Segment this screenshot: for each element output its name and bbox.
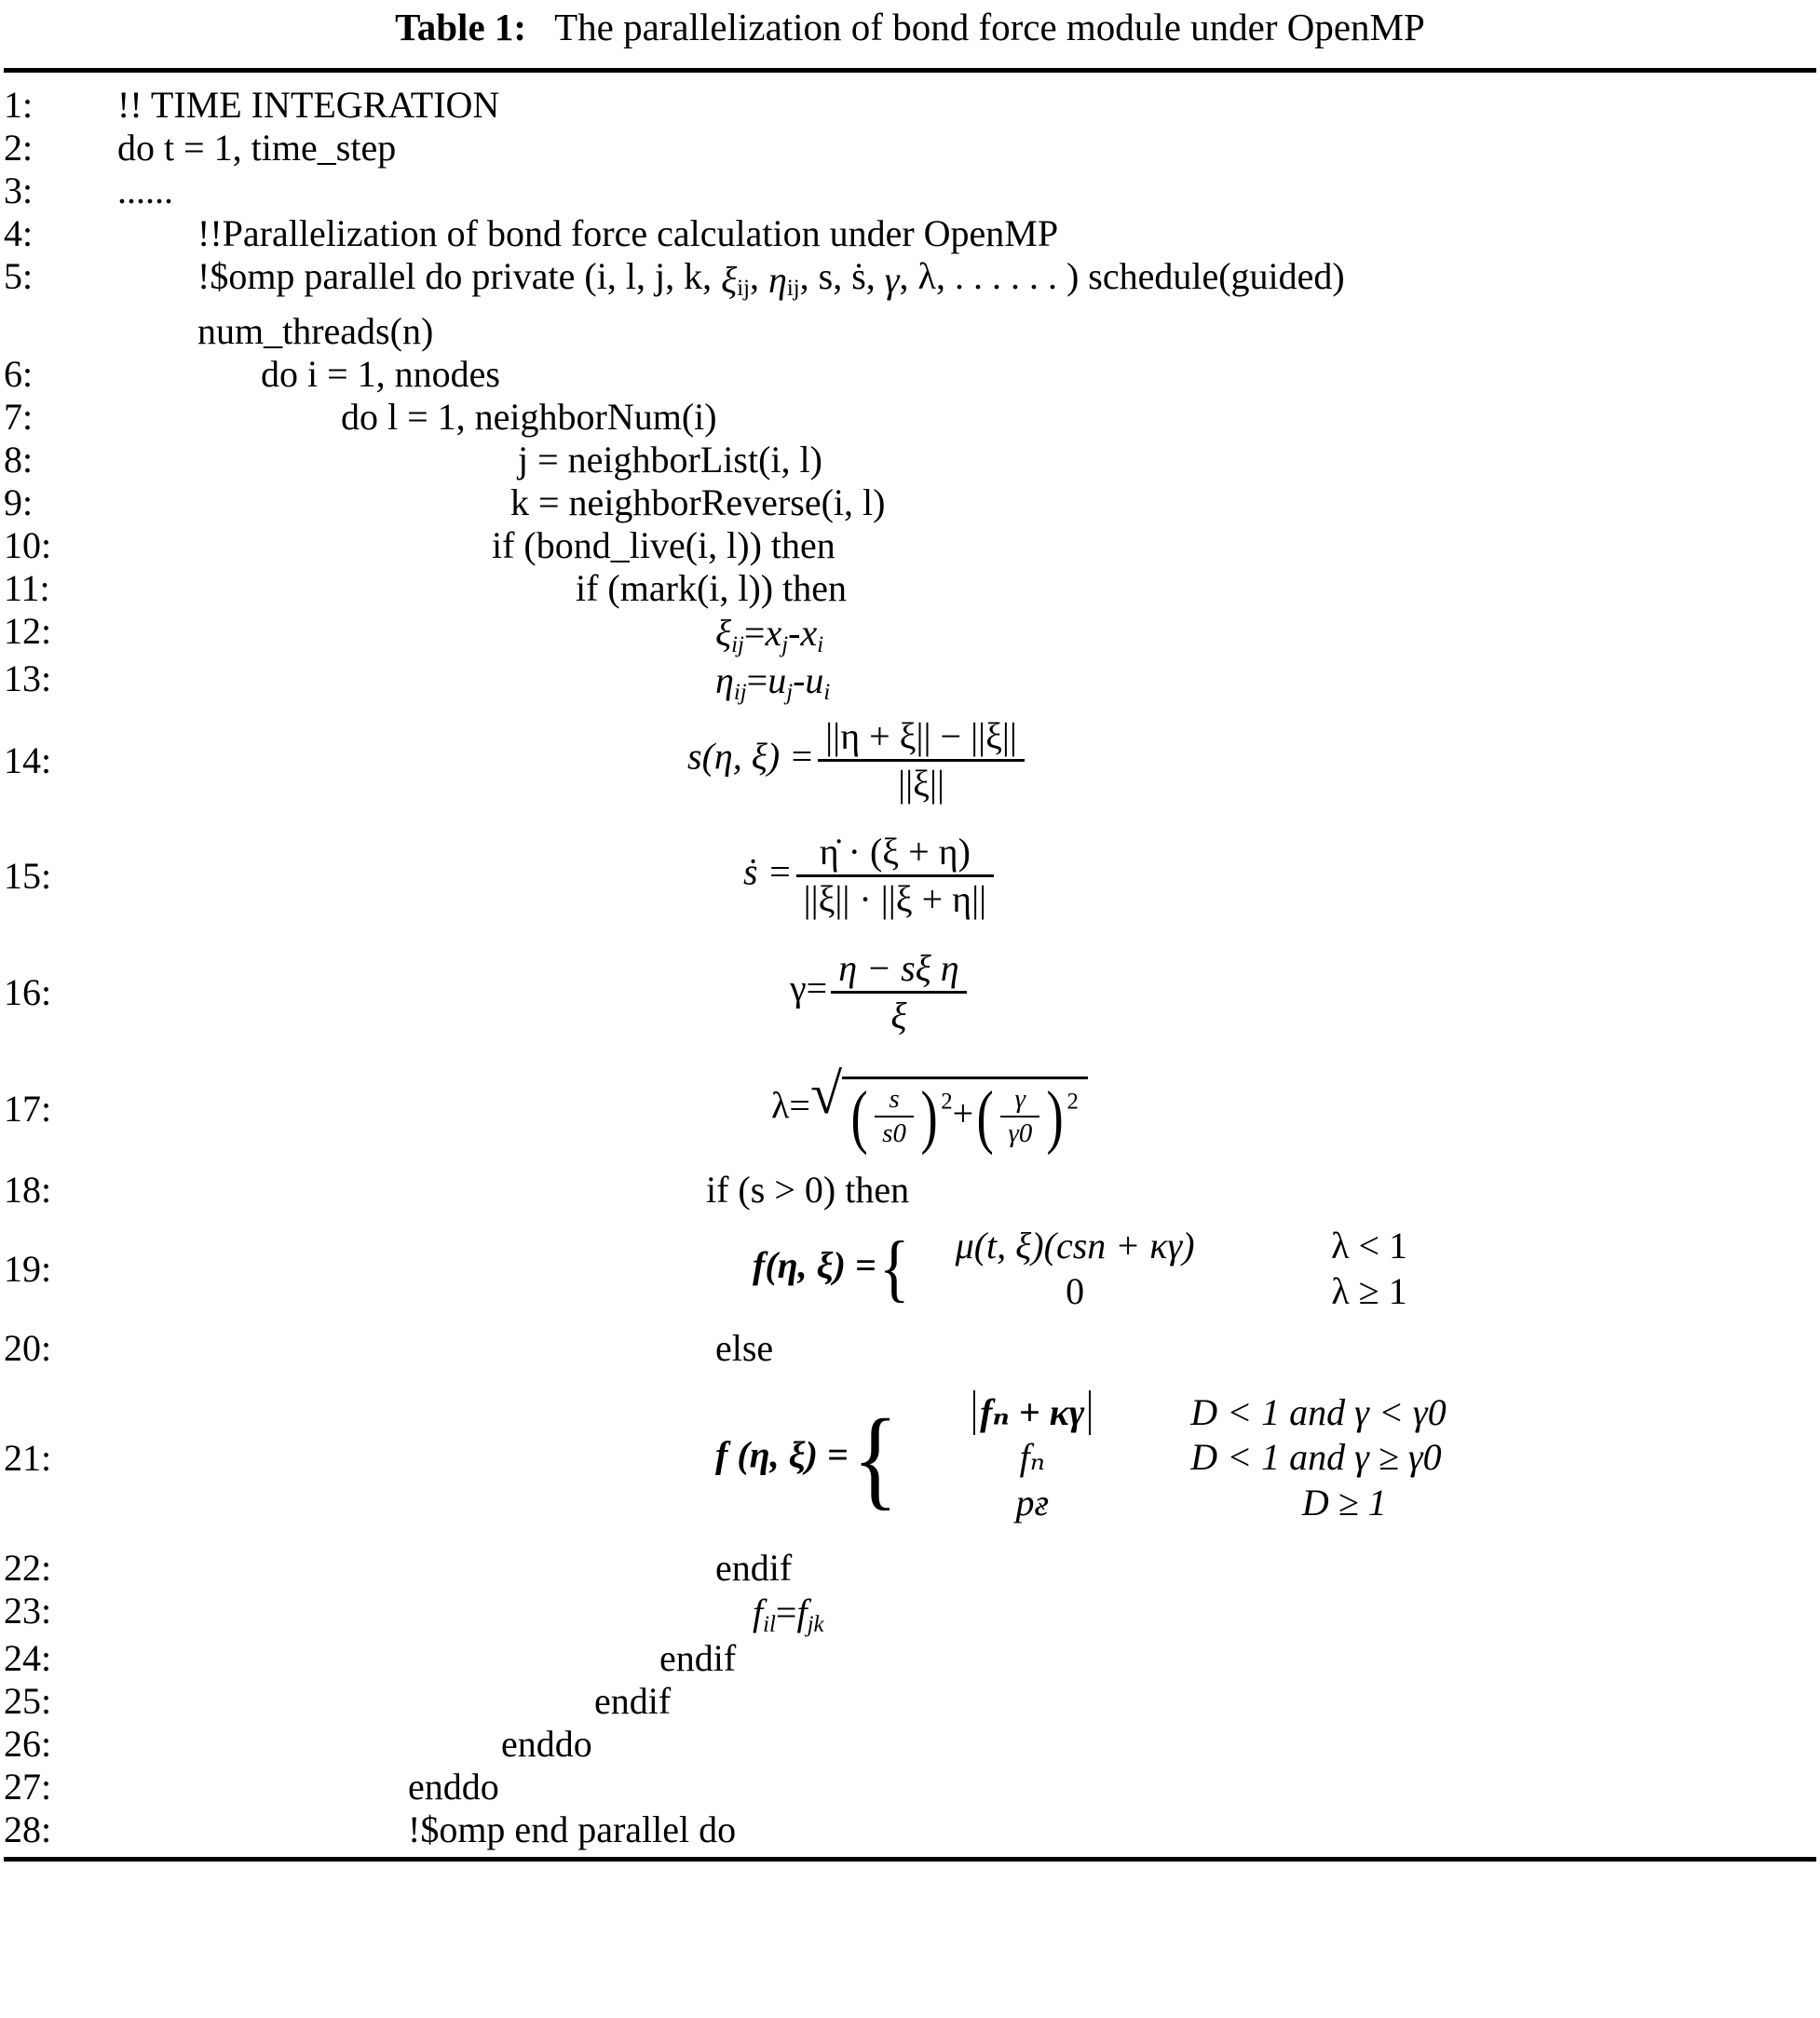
line-number: 2:: [4, 127, 34, 169]
sdot-fraction: [796, 832, 995, 920]
caption-label: Table 1:: [395, 6, 527, 48]
case-row: [911, 1390, 1498, 1436]
xi-equation: [715, 613, 823, 657]
cases-rows: [911, 1390, 1498, 1526]
f-symbol: f: [753, 1591, 764, 1633]
case-row: [911, 1435, 1498, 1481]
line-number: 22:: [4, 1546, 52, 1589]
line-number: 17:: [4, 1087, 52, 1130]
case-expression: [911, 1390, 1153, 1436]
force-equation-2: [715, 1390, 1498, 1526]
eta-equation: [715, 660, 830, 705]
omp-sep5: , . . . . . . ) schedule(guided): [935, 255, 1345, 298]
line-content: num_threads(n): [197, 310, 434, 353]
code-line: [0, 1723, 1820, 1766]
gamma-numerator: η − sξ η: [831, 948, 966, 994]
force-equation-1: [753, 1224, 1486, 1315]
abs-value: fₙ + κγ: [973, 1390, 1091, 1436]
line-content: endif: [594, 1679, 672, 1722]
sdot-denominator: ||ξ|| · ||ξ + η||: [803, 878, 987, 921]
line-content-math: [101, 832, 1820, 920]
omp-sep3: ,: [865, 255, 885, 298]
cases-group-2: [849, 1390, 1499, 1526]
u-subscript-i: i: [823, 679, 831, 705]
line-content-math: [101, 657, 1820, 705]
u-symbol-2: u: [805, 658, 824, 701]
line-number: 6:: [4, 353, 34, 396]
gamma-ratio-denominator: γ0: [1008, 1118, 1033, 1149]
equals-sign: =: [743, 611, 766, 654]
case-row: [921, 1269, 1486, 1315]
line-content: if (mark(i, l)) then: [576, 567, 847, 610]
xi-subscript: ij: [737, 276, 750, 302]
code-line: [0, 1212, 1820, 1327]
code-line: [0, 657, 1820, 705]
eta-subscript: ij: [733, 679, 747, 705]
line-number: 1:: [4, 84, 34, 127]
line-number: 4:: [4, 212, 34, 255]
code-line-continuation: [0, 310, 1820, 353]
s-fraction: [818, 716, 1025, 805]
sdot-equation: [743, 832, 998, 920]
equals-sign: =: [775, 1591, 797, 1633]
s-ratio-denominator: s0: [882, 1118, 906, 1149]
code-line: [0, 212, 1820, 255]
case-expression: pғ: [1015, 1482, 1050, 1524]
line-content: ......: [117, 169, 173, 212]
line-content: endif: [659, 1636, 737, 1679]
code-line: [0, 439, 1820, 481]
line-content: enddo: [408, 1765, 499, 1808]
gamma-fraction: [831, 948, 966, 1036]
line-number: 12:: [4, 610, 52, 653]
code-line: [0, 169, 1820, 212]
code-line: [0, 1766, 1820, 1808]
plus-sign: +: [952, 1091, 974, 1134]
f1-lhs: f(η, ξ) =: [753, 1244, 876, 1287]
line-number: 7:: [4, 396, 34, 439]
x-subscript-i: i: [817, 631, 824, 657]
line-content-math: [101, 1224, 1820, 1315]
s-lhs: s(η, ξ) =: [687, 736, 815, 779]
code-line: [0, 1590, 1820, 1637]
line-content: !$omp end parallel do: [408, 1808, 737, 1850]
line-number: 5:: [4, 255, 34, 298]
line-content: !!Parallelization of bond force calculation under OpenMP: [197, 212, 1059, 255]
omp-sep2: , s,: [799, 255, 852, 298]
square-root: [810, 1069, 1088, 1156]
eta-symbol: η: [715, 658, 734, 701]
exponent-2: 2: [1066, 1088, 1079, 1114]
left-paren-1: (: [850, 1077, 868, 1156]
s-equation: [687, 716, 1028, 805]
code-line: [0, 610, 1820, 657]
code-line: [0, 1327, 1820, 1370]
line-number: 8:: [4, 439, 34, 481]
case-condition: D < 1 and γ < γ0: [1190, 1390, 1446, 1433]
left-brace: {: [852, 1395, 898, 1520]
sdot-symbol: ṡ: [851, 255, 866, 298]
line-number: 19:: [4, 1247, 52, 1290]
line-content: else: [715, 1326, 774, 1369]
minus-sign: -: [793, 658, 806, 701]
case-row: [921, 1224, 1486, 1269]
line-number: 28:: [4, 1808, 52, 1850]
gamma-symbol: γ: [884, 258, 900, 301]
code-line: [0, 481, 1820, 524]
line-number: 16:: [4, 970, 52, 1013]
line-content: do i = 1, nnodes: [261, 353, 500, 396]
s-ratio-fraction: [875, 1085, 914, 1149]
code-line: [0, 705, 1820, 817]
code-line: [0, 255, 1820, 310]
pseudocode-body: [0, 73, 1820, 1851]
omp-sep4: ,: [899, 255, 918, 298]
gamma-denominator: ξ: [890, 995, 907, 1037]
lambda-symbol: λ: [917, 255, 936, 298]
line-content: if (s > 0) then: [706, 1168, 910, 1211]
sdot-lhs: ṡ =: [743, 851, 793, 894]
line-number: 15:: [4, 854, 52, 897]
line-number: 27:: [4, 1765, 52, 1808]
fil-equation: [753, 1592, 824, 1637]
code-line: [0, 1169, 1820, 1212]
x-symbol-2: x: [800, 611, 818, 654]
line-content: endif: [715, 1546, 793, 1589]
case-condition: λ ≥ 1: [1331, 1269, 1407, 1312]
line-number: 24:: [4, 1636, 52, 1679]
gamma-equation: [790, 948, 971, 1036]
case-condition: D < 1 and γ ≥ γ0: [1190, 1436, 1442, 1479]
xi-symbol: ξ: [715, 611, 732, 654]
omp-pre: !$omp parallel do private (i, l, j, k,: [197, 255, 722, 298]
code-line: [0, 524, 1820, 567]
xi-symbol: ξ: [721, 258, 738, 301]
table-bottom-rule: [4, 1857, 1816, 1862]
eta-symbol: η: [768, 258, 787, 301]
line-number: 9:: [4, 481, 34, 524]
f-symbol-2: f: [796, 1591, 808, 1633]
cases-group-1: [876, 1224, 1486, 1315]
line-content: enddo: [501, 1722, 592, 1765]
line-number: 11:: [4, 567, 50, 610]
lambda-lhs: λ=: [771, 1084, 810, 1127]
exponent-1: 2: [941, 1088, 953, 1114]
line-number: 18:: [4, 1168, 52, 1211]
f2-lhs: f (η, ξ) =: [715, 1433, 849, 1476]
code-line: [0, 1680, 1820, 1723]
line-content: j = neighborList(i, l): [518, 439, 822, 481]
lambda-equation: [771, 1069, 1088, 1156]
u-symbol: u: [767, 658, 787, 701]
code-line: [0, 127, 1820, 169]
line-content: if (bond_live(i, l)) then: [492, 524, 835, 567]
case-row: [911, 1481, 1498, 1526]
code-line: [0, 817, 1820, 936]
radicand: [842, 1077, 1088, 1156]
line-number: 3:: [4, 169, 34, 212]
s-denominator: ||ξ||: [898, 763, 944, 806]
line-content-math: [101, 610, 1820, 657]
code-line: [0, 1637, 1820, 1680]
omp-sep1: ,: [750, 255, 768, 298]
x-subscript-j: j: [781, 631, 789, 657]
line-number: 13:: [4, 657, 52, 699]
case-expression: 0: [1066, 1269, 1085, 1312]
line-number: 14:: [4, 738, 52, 781]
right-paren-1: ): [920, 1077, 938, 1156]
xi-subscript: ij: [731, 631, 744, 657]
minus-sign: -: [788, 611, 801, 654]
line-content: do l = 1, neighborNum(i): [341, 396, 717, 439]
f-subscript-jk: jk: [807, 1611, 824, 1637]
code-line: [0, 396, 1820, 439]
equals-sign: =: [746, 658, 768, 701]
line-number: 20:: [4, 1326, 52, 1369]
code-line: [0, 936, 1820, 1050]
right-paren-2: ): [1046, 1077, 1064, 1156]
case-condition: λ < 1: [1331, 1225, 1408, 1267]
gamma-lhs: γ=: [790, 968, 828, 1010]
line-number: 23:: [4, 1589, 52, 1632]
cases-rows: [921, 1224, 1486, 1315]
line-content-math: [101, 1069, 1820, 1156]
s-ratio-numerator: s: [875, 1085, 914, 1118]
gamma-ratio-fraction: [1000, 1085, 1039, 1149]
left-brace: {: [878, 1227, 910, 1310]
line-content-math: [101, 1390, 1820, 1526]
sdot-numerator: η̇ · (ξ + η): [796, 832, 995, 877]
code-line: [0, 84, 1820, 127]
s-numerator: ||η + ξ|| − ||ξ||: [818, 716, 1025, 762]
line-content-math: [101, 716, 1820, 805]
left-paren-2: (: [976, 1077, 994, 1156]
line-content: !! TIME INTEGRATION: [117, 84, 500, 127]
code-line: [0, 1808, 1820, 1851]
line-content-math: [101, 948, 1820, 1036]
line-number: 26:: [4, 1722, 52, 1765]
line-content: do t = 1, time_step: [117, 127, 397, 169]
line-number: 10:: [4, 524, 52, 567]
line-content-omp: [101, 255, 1820, 310]
u-subscript-j: j: [786, 679, 794, 705]
line-content: k = neighborReverse(i, l): [510, 481, 886, 524]
x-symbol: x: [765, 611, 782, 654]
code-line: [0, 567, 1820, 610]
line-number: 21:: [4, 1436, 52, 1479]
f-subscript-il: il: [763, 1611, 776, 1637]
case-expression: μ(t, ξ)(csn + κγ): [955, 1225, 1195, 1267]
code-line: [0, 1370, 1820, 1547]
code-line: [0, 1547, 1820, 1590]
case-condition: D ≥ 1: [1301, 1482, 1387, 1524]
eta-subscript: ij: [786, 276, 800, 302]
code-line: [0, 353, 1820, 396]
line-number: 25:: [4, 1679, 52, 1722]
code-line: [0, 1050, 1820, 1169]
case-expression: fₙ: [1019, 1436, 1045, 1479]
line-content-math: [101, 1590, 1820, 1637]
gamma-ratio-numerator: γ: [1000, 1085, 1039, 1118]
caption-text: The parallelization of bond force module under OpenMP: [554, 6, 1425, 48]
table-caption: [0, 0, 1820, 49]
